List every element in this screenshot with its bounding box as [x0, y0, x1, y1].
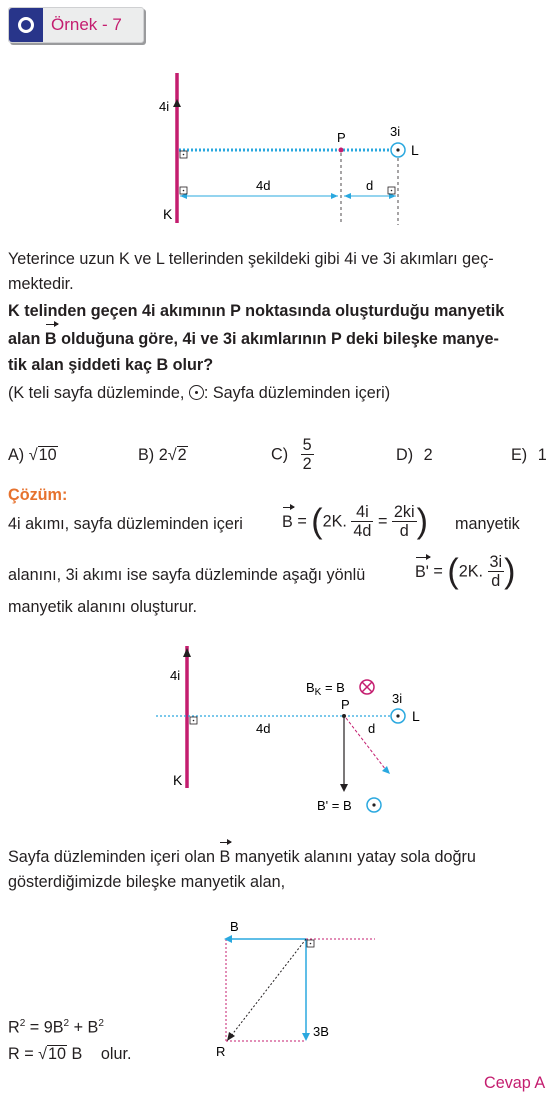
- option-b[interactable]: B) 2√2: [138, 446, 187, 464]
- current-arrow-up-icon: [173, 99, 181, 107]
- vector-r: [231, 939, 306, 1036]
- option-c[interactable]: C) $\frac{5}{2}$: [271, 436, 312, 473]
- label-l: L: [411, 142, 419, 158]
- vector-b: B: [45, 327, 57, 351]
- current-arrow-up-icon: [183, 648, 191, 657]
- label-4d: 4d: [256, 178, 271, 193]
- option-e[interactable]: E) 1: [511, 446, 547, 464]
- problem-line-2: mektedir.: [8, 275, 74, 293]
- example-title: Örnek - 7: [51, 15, 122, 34]
- label-3i: 3i: [392, 691, 403, 706]
- paragraph-2-line-1: Sayfa düzleminden içeri olan B manyetik alanını yatay sola doğru: [8, 845, 476, 869]
- solution-line-1: 4i akımı, sayfa düzleminden içeri: [8, 515, 243, 533]
- paragraph-2-line-2: gösterdiğimizde bileşke manyetik alan,: [8, 873, 286, 891]
- out-of-page-symbol-icon: [189, 385, 204, 400]
- label-p: P: [341, 697, 350, 712]
- label-l: L: [412, 708, 420, 724]
- solution-line-3: manyetik alanını oluşturur.: [8, 598, 197, 616]
- option-a[interactable]: A) √10: [8, 446, 57, 464]
- example-header: [8, 7, 144, 43]
- label-3b: 3B: [313, 1024, 329, 1039]
- figure-wires: [150, 65, 440, 235]
- question-line-3: tik alan şiddeti kaç B olur?: [8, 356, 214, 374]
- out-of-page-symbol-icon: [367, 798, 381, 812]
- label-d: d: [366, 178, 374, 193]
- problem-note: (K teli sayfa düzleminde, : Sayfa düzleminden içeri): [8, 384, 391, 402]
- solution-line-1-tail: manyetik: [455, 515, 520, 533]
- answer-label: Cevap A: [484, 1074, 546, 1092]
- label-r: R: [216, 1044, 226, 1059]
- option-d[interactable]: D) 2: [396, 446, 433, 464]
- question-line-1: K telinden geçen 4i akımının P noktasında oluşturduğu manyetik: [8, 302, 505, 320]
- result-equation-1: $R^2 = 9B^2 + B^2$: [8, 1018, 104, 1037]
- figure-field-vectors: [150, 640, 420, 820]
- label-3i: 3i: [390, 124, 401, 139]
- direction-arrow-icon: [382, 766, 390, 774]
- label-d: d: [368, 721, 376, 736]
- solution-title: Çözüm:: [8, 486, 68, 504]
- label-b: B: [230, 919, 239, 934]
- label-p: P: [337, 130, 346, 145]
- problem-line-1: Yeterince uzun K ve L tellerinden şekildeki gibi 4i ve 3i akımları geç-: [8, 250, 494, 268]
- figure-resultant: [200, 910, 390, 1060]
- point-p: [342, 714, 346, 718]
- ring-icon: [9, 8, 43, 42]
- solution-line-2: alanını, 3i akımı ise sayfa düzleminde aşağı yönlü: [8, 566, 366, 584]
- into-page-symbol-icon: [360, 680, 374, 694]
- label-k: K: [173, 772, 183, 788]
- dashed-line-lp: [346, 718, 386, 770]
- label-4d: 4d: [256, 721, 271, 736]
- label-b-prime: B' = B: [317, 798, 352, 813]
- label-4i: 4i: [170, 668, 181, 683]
- solution-formula-1: B = (2K. $\frac{4i}{4d}$ = $\frac{2ki}{d}$ ): [282, 502, 428, 541]
- question-line-2: alan B olduğuna göre, 4i ve 3i akımlarının P deki bileşke manye-: [8, 327, 499, 351]
- solution-formula-2: B' = (2K. $\frac{3i}{d}$ ): [415, 552, 516, 591]
- label-k: K: [163, 206, 173, 222]
- label-4i: 4i: [159, 99, 170, 114]
- point-p: [339, 148, 344, 153]
- result-equation-2: R = √10 B olur.: [8, 1045, 132, 1063]
- label-bk: $B_K = B$: [306, 680, 345, 698]
